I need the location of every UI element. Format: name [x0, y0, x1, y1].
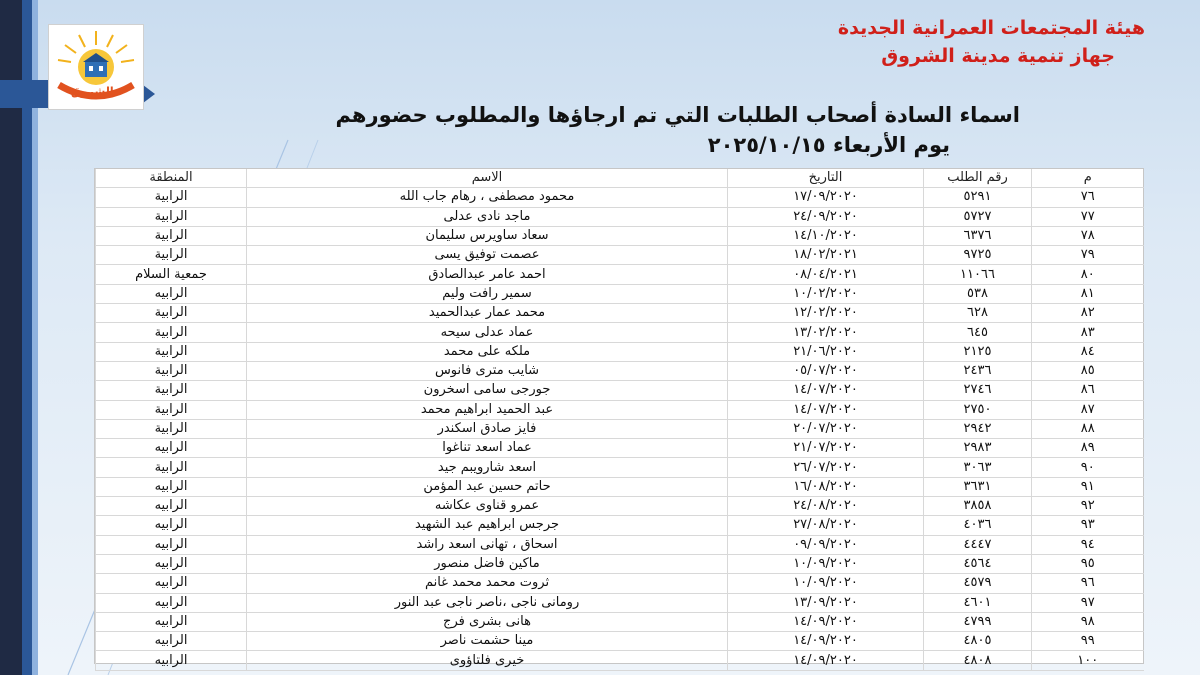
cell-name: احمد عامر عبدالصادق	[247, 265, 728, 284]
cell-area: الرابية	[96, 226, 247, 245]
cell-date: ١٨/٠٢/٢٠٢١	[728, 246, 924, 265]
header-date: التاريخ	[728, 169, 924, 188]
cell-area: الرابية	[96, 381, 247, 400]
cell-request-number: ٤٦٠١	[924, 593, 1032, 612]
cell-serial: ٨٤	[1032, 342, 1144, 361]
cell-name: ماجد نادى عدلى	[247, 207, 728, 226]
title-line-1: اسماء السادة أصحاب الطلبات التي تم ارجاؤها والمطلوب حضورهم	[335, 103, 1020, 127]
cell-serial: ٩٤	[1032, 535, 1144, 554]
cell-area: الرابيه	[96, 612, 247, 631]
cell-serial: ٩٩	[1032, 632, 1144, 651]
cell-area: الرابيه	[96, 477, 247, 496]
cell-name: جورجى سامى اسخرون	[247, 381, 728, 400]
cell-serial: ٩٣	[1032, 516, 1144, 535]
cell-serial: ٨٠	[1032, 265, 1144, 284]
cell-name: عمرو قناوى عكاشه	[247, 497, 728, 516]
cell-name: فايز صادق اسكندر	[247, 419, 728, 438]
cell-serial: ٨٩	[1032, 439, 1144, 458]
table-row	[96, 516, 1144, 535]
cell-area: الرابيه	[96, 516, 247, 535]
title-line-2: يوم الأربعاء ٢٠٢٥/١٠/١٥	[707, 133, 950, 157]
table-row	[96, 612, 1144, 631]
cell-serial: ٩٨	[1032, 612, 1144, 631]
cell-date: ١٣/٠٩/٢٠٢٠	[728, 593, 924, 612]
cell-request-number: ٢٧٤٦	[924, 381, 1032, 400]
cell-date: ٢٧/٠٨/٢٠٢٠	[728, 516, 924, 535]
table-row	[96, 361, 1144, 380]
cell-serial: ٨٣	[1032, 323, 1144, 342]
cell-area: الرابيه	[96, 439, 247, 458]
cell-name: سمير رافت وليم	[247, 284, 728, 303]
cell-serial: ٧٩	[1032, 246, 1144, 265]
cell-request-number: ٩٧٢٥	[924, 246, 1032, 265]
cell-request-number: ٣٦٣١	[924, 477, 1032, 496]
cell-date: ١٠/٠٢/٢٠٢٠	[728, 284, 924, 303]
table-row	[96, 497, 1144, 516]
cell-name: شايب مترى فانوس	[247, 361, 728, 380]
cell-serial: ٩١	[1032, 477, 1144, 496]
cell-serial: ٧٨	[1032, 226, 1144, 245]
header-area: المنطقة	[96, 169, 247, 188]
cell-request-number: ٢٩٨٣	[924, 439, 1032, 458]
table-row	[96, 265, 1144, 284]
cell-date: ٢٤/٠٨/٢٠٢٠	[728, 497, 924, 516]
cell-area: الرابية	[96, 342, 247, 361]
organization-branch: جهاز تنمية مدينة الشروق	[881, 45, 1115, 67]
cell-request-number: ١١٠٦٦	[924, 265, 1032, 284]
cell-date: ٠٨/٠٤/٢٠٢١	[728, 265, 924, 284]
cell-serial: ٨٢	[1032, 304, 1144, 323]
table-row	[96, 323, 1144, 342]
table-row	[96, 381, 1144, 400]
header-serial: م	[1032, 169, 1144, 188]
cell-serial: ٨١	[1032, 284, 1144, 303]
cell-area: الرابية	[96, 458, 247, 477]
cell-serial: ٧٦	[1032, 188, 1144, 207]
cell-name: عبد الحميد ابراهيم محمد	[247, 400, 728, 419]
cell-area: الرابية	[96, 188, 247, 207]
cell-date: ٠٥/٠٧/٢٠٢٠	[728, 361, 924, 380]
cell-name: جرجس ابراهيم عبد الشهيد	[247, 516, 728, 535]
cell-area: الرابية	[96, 419, 247, 438]
organization-header	[838, 14, 1145, 70]
cell-serial: ٩٥	[1032, 554, 1144, 573]
cell-date: ١٤/٠٩/٢٠٢٠	[728, 651, 924, 670]
cell-request-number: ٤٠٣٦	[924, 516, 1032, 535]
cell-name: رومانى ناجى ،ناصر ناجى عبد النور	[247, 593, 728, 612]
table-row	[96, 207, 1144, 226]
cell-name: هانى بشرى فرج	[247, 612, 728, 631]
cell-request-number: ٦٢٨	[924, 304, 1032, 323]
cell-area: الرابيه	[96, 593, 247, 612]
cell-date: ١٠/٠٩/٢٠٢٠	[728, 554, 924, 573]
cell-date: ٢٠/٠٧/٢٠٢٠	[728, 419, 924, 438]
cell-name: محمود مصطفى ، رهام جاب الله	[247, 188, 728, 207]
table-row	[96, 554, 1144, 573]
table-row	[96, 284, 1144, 303]
cell-name: مينا حشمت ناصر	[247, 632, 728, 651]
cell-name: اسحاق ، تهانى اسعد راشد	[247, 535, 728, 554]
cell-area: الرابية	[96, 207, 247, 226]
cell-date: ٢٦/٠٧/٢٠٢٠	[728, 458, 924, 477]
table-row	[96, 651, 1144, 670]
cell-area: الرابية	[96, 246, 247, 265]
cell-date: ٢١/٠٧/٢٠٢٠	[728, 439, 924, 458]
cell-date: ١٤/٠٩/٢٠٢٠	[728, 632, 924, 651]
cell-date: ١٦/٠٨/٢٠٢٠	[728, 477, 924, 496]
table-row	[96, 477, 1144, 496]
cell-request-number: ٤٧٩٩	[924, 612, 1032, 631]
cell-area: الرابيه	[96, 497, 247, 516]
cell-area: الرابية	[96, 304, 247, 323]
cell-request-number: ٤٨٠٨	[924, 651, 1032, 670]
table-row	[96, 535, 1144, 554]
cell-name: عماد اسعد تناغوا	[247, 439, 728, 458]
cell-date: ١٢/٠٢/٢٠٢٠	[728, 304, 924, 323]
cell-serial: ٩٠	[1032, 458, 1144, 477]
organization-name: هيئة المجتمعات العمرانية الجديدة	[837, 17, 1145, 39]
cell-date: ١٤/٠٩/٢٠٢٠	[728, 612, 924, 631]
cell-serial: ٩٢	[1032, 497, 1144, 516]
cell-name: سعاد ساويرس سليمان	[247, 226, 728, 245]
cell-serial: ٩٧	[1032, 593, 1144, 612]
cell-date: ١٤/٠٧/٢٠٢٠	[728, 381, 924, 400]
cell-date: ١٤/٠٧/٢٠٢٠	[728, 400, 924, 419]
cell-request-number: ٢٧٥٠	[924, 400, 1032, 419]
cell-date: ١٤/١٠/٢٠٢٠	[728, 226, 924, 245]
table-header-row	[96, 169, 1144, 188]
cell-name: عصمت توفيق يسى	[247, 246, 728, 265]
cell-area: الرابية	[96, 400, 247, 419]
cell-area: الرابيه	[96, 651, 247, 670]
cell-name: عماد عدلى سيحه	[247, 323, 728, 342]
table-row	[96, 419, 1144, 438]
cell-serial: ٨٦	[1032, 381, 1144, 400]
cell-name: ماكين فاضل منصور	[247, 554, 728, 573]
table-row	[96, 400, 1144, 419]
cell-name: حاتم حسين عبد المؤمن	[247, 477, 728, 496]
cell-name: خيرى فلتاؤوى	[247, 651, 728, 670]
cell-serial: ٧٧	[1032, 207, 1144, 226]
cell-area: جمعية السلام	[96, 265, 247, 284]
cell-request-number: ٣٨٥٨	[924, 497, 1032, 516]
table-row	[96, 458, 1144, 477]
cell-name: ثروت محمد محمد غانم	[247, 574, 728, 593]
cell-date: ٢١/٠٦/٢٠٢٠	[728, 342, 924, 361]
cell-area: الرابيه	[96, 535, 247, 554]
cell-request-number: ٦٣٧٦	[924, 226, 1032, 245]
cell-area: الرابية	[96, 361, 247, 380]
cell-request-number: ٤٤٤٧	[924, 535, 1032, 554]
header-request-number: رقم الطلب	[924, 169, 1032, 188]
cell-area: الرابيه	[96, 284, 247, 303]
table-row	[96, 342, 1144, 361]
cell-request-number: ٥٧٢٧	[924, 207, 1032, 226]
table-row	[96, 246, 1144, 265]
cell-request-number: ٤٥٧٩	[924, 574, 1032, 593]
cell-request-number: ٢٤٣٦	[924, 361, 1032, 380]
cell-request-number: ٢١٢٥	[924, 342, 1032, 361]
cell-request-number: ٤٥٦٤	[924, 554, 1032, 573]
cell-request-number: ٥٣٨	[924, 284, 1032, 303]
cell-serial: ٨٧	[1032, 400, 1144, 419]
header-name: الاسم	[247, 169, 728, 188]
cell-date: ١٣/٠٢/٢٠٢٠	[728, 323, 924, 342]
cell-request-number: ٢٩٤٢	[924, 419, 1032, 438]
cell-request-number: ٦٤٥	[924, 323, 1032, 342]
cell-date: ٢٤/٠٩/٢٠٢٠	[728, 207, 924, 226]
applicants-table	[94, 168, 1144, 668]
table-row	[96, 593, 1144, 612]
cell-date: ٠٩/٠٩/٢٠٢٠	[728, 535, 924, 554]
logo-text: الشروق	[71, 85, 114, 98]
cell-area: الرابيه	[96, 574, 247, 593]
cell-request-number: ٣٠٦٣	[924, 458, 1032, 477]
cell-serial: ١٠٠	[1032, 651, 1144, 670]
cell-serial: ٨٨	[1032, 419, 1144, 438]
cell-name: اسعد شارويبم جيد	[247, 458, 728, 477]
page-title	[335, 100, 1020, 160]
cell-request-number: ٥٢٩١	[924, 188, 1032, 207]
table-row	[96, 574, 1144, 593]
cell-name: محمد عمار عبدالحميد	[247, 304, 728, 323]
table-row	[96, 439, 1144, 458]
cell-date: ١٠/٠٩/٢٠٢٠	[728, 574, 924, 593]
cell-area: الرابية	[96, 323, 247, 342]
table-row	[96, 188, 1144, 207]
cell-serial: ٨٥	[1032, 361, 1144, 380]
cell-date: ١٧/٠٩/٢٠٢٠	[728, 188, 924, 207]
cell-serial: ٩٦	[1032, 574, 1144, 593]
table-row	[96, 226, 1144, 245]
cell-area: الرابيه	[96, 632, 247, 651]
organization-logo	[48, 24, 144, 110]
cell-name: ملكه على محمد	[247, 342, 728, 361]
cell-area: الرابيه	[96, 554, 247, 573]
table-row	[96, 632, 1144, 651]
cell-request-number: ٤٨٠٥	[924, 632, 1032, 651]
table-row	[96, 304, 1144, 323]
